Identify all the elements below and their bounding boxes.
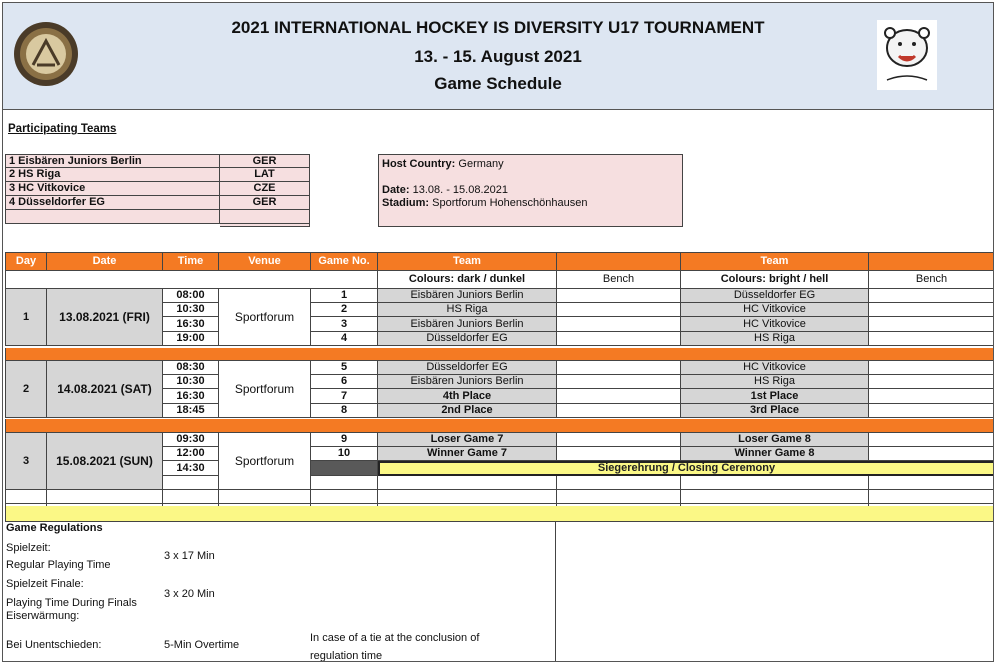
team-1-cell: 2nd Place bbox=[378, 404, 557, 418]
game-number-cell: 6 bbox=[311, 375, 378, 389]
participating-teams-title: Participating Teams bbox=[8, 123, 117, 135]
team-country-cell: LAT bbox=[220, 168, 310, 182]
bench-1-cell bbox=[557, 447, 681, 461]
column-header-team1: Team bbox=[378, 252, 557, 271]
bench-1-header: Bench bbox=[557, 271, 681, 289]
time-cell bbox=[163, 476, 219, 490]
finals-playing-time-label: Playing Time During Finals bbox=[6, 597, 137, 609]
time-cell: 16:30 bbox=[163, 317, 219, 332]
column-header-game: Game No. bbox=[311, 252, 378, 271]
bench-2-cell bbox=[869, 361, 994, 375]
tournament-title: 2021 INTERNATIONAL HOCKEY IS DIVERSITY U17 TOURNAMENT bbox=[231, 18, 765, 37]
time-cell: 10:30 bbox=[163, 303, 219, 317]
team-2-cell: Düsseldorfer EG bbox=[681, 289, 869, 303]
date-label: Date: bbox=[382, 184, 410, 196]
bench-2-cell bbox=[869, 375, 994, 389]
team-name-cell: 3 HC Vitkovice bbox=[5, 182, 220, 196]
bench-2-cell bbox=[869, 447, 994, 461]
schedule-sheet bbox=[2, 2, 994, 662]
game-number-cell: 8 bbox=[311, 404, 378, 418]
day-cell: 1 bbox=[5, 289, 47, 346]
page-header bbox=[3, 3, 993, 110]
date-cell: 13.08.2021 (FRI) bbox=[47, 289, 163, 346]
team-2-cell: Winner Game 8 bbox=[681, 447, 869, 461]
team-1-cell bbox=[378, 476, 557, 490]
team-2-cell: HS Riga bbox=[681, 332, 869, 346]
bench-2-cell bbox=[869, 433, 994, 447]
column-header-venue: Venue bbox=[219, 252, 311, 271]
date-value: 13.08. - 15.08.2021 bbox=[412, 184, 508, 196]
team-name-cell: 2 HS Riga bbox=[5, 168, 220, 182]
team-1-cell: HS Riga bbox=[378, 303, 557, 317]
time-cell: 12:00 bbox=[163, 447, 219, 461]
team-1-cell: Düsseldorfer EG bbox=[378, 361, 557, 375]
bench-2-cell bbox=[869, 476, 994, 490]
team-1-cell: Eisbären Juniors Berlin bbox=[378, 317, 557, 332]
team-country-cell bbox=[220, 210, 310, 224]
empty-cell bbox=[378, 490, 557, 504]
empty-cell bbox=[681, 490, 869, 504]
day-separator bbox=[5, 348, 994, 361]
time-cell: 09:30 bbox=[163, 433, 219, 447]
empty-cell bbox=[219, 490, 311, 504]
column-header-time: Time bbox=[163, 252, 219, 271]
game-number-cell: 7 bbox=[311, 389, 378, 404]
bench-1-cell bbox=[557, 389, 681, 404]
tie-value: 5-Min Overtime bbox=[164, 639, 240, 651]
time-cell: 08:30 bbox=[163, 361, 219, 375]
day-separator bbox=[5, 419, 994, 433]
spielzeit-finale-label: Spielzeit Finale: bbox=[6, 578, 84, 590]
time-cell: 10:30 bbox=[163, 375, 219, 389]
bench-1-cell bbox=[557, 289, 681, 303]
yellow-separator bbox=[5, 506, 994, 522]
regulations-title: Game Regulations bbox=[6, 522, 103, 534]
bench-1-cell bbox=[557, 361, 681, 375]
team-name-cell bbox=[5, 210, 220, 224]
empty-cell bbox=[557, 490, 681, 504]
team-country-cell: GER bbox=[220, 154, 310, 168]
venue-cell: Sportforum bbox=[219, 289, 311, 346]
team-1-cell: Düsseldorfer EG bbox=[378, 332, 557, 346]
day-cell: 3 bbox=[5, 433, 47, 490]
warmup-label: Eiserwärmung: bbox=[6, 610, 80, 622]
bench-1-cell bbox=[557, 317, 681, 332]
team-2-cell: Loser Game 8 bbox=[681, 433, 869, 447]
eisbaeren-juniors-logo-icon bbox=[877, 20, 937, 90]
empty-cell bbox=[5, 490, 47, 504]
tie-note-line-2: regulation time bbox=[310, 650, 383, 662]
bench-1-cell bbox=[557, 303, 681, 317]
stadium-value: Sportforum Hohenschönhausen bbox=[432, 197, 588, 209]
tournament-dates: 13. - 15. August 2021 bbox=[414, 47, 582, 66]
column-header-day: Day bbox=[5, 252, 47, 271]
bench-2-cell bbox=[869, 317, 994, 332]
team-1-cell: Eisbären Juniors Berlin bbox=[378, 375, 557, 389]
time-cell: 08:00 bbox=[163, 289, 219, 303]
game-number-cell bbox=[311, 476, 378, 490]
team-1-cell: 4th Place bbox=[378, 389, 557, 404]
team-2-cell: HC Vitkovice bbox=[681, 317, 869, 332]
game-number-cell: 3 bbox=[311, 317, 378, 332]
bench-1-cell bbox=[557, 433, 681, 447]
team-2-cell: 3rd Place bbox=[681, 404, 869, 418]
game-number-cell: 9 bbox=[311, 433, 378, 447]
bench-2-header: Bench bbox=[869, 271, 994, 289]
team-2-cell: HS Riga bbox=[681, 375, 869, 389]
venue-cell: Sportforum bbox=[219, 361, 311, 418]
venue-cell: Sportforum bbox=[219, 433, 311, 490]
host-label: Host Country: bbox=[382, 158, 456, 170]
empty-cell bbox=[163, 490, 219, 504]
stadium-label: Stadium: bbox=[382, 197, 430, 209]
colours-bright-cell: Colours: bright / hell bbox=[681, 271, 869, 289]
time-cell: 16:30 bbox=[163, 389, 219, 404]
team-country-cell: CZE bbox=[220, 182, 310, 196]
bench-2-cell bbox=[869, 404, 994, 418]
empty-cell bbox=[47, 490, 163, 504]
bench-1-cell bbox=[557, 404, 681, 418]
game-number-cell: 1 bbox=[311, 289, 378, 303]
empty-cell bbox=[311, 490, 378, 504]
game-number-cell: 4 bbox=[311, 332, 378, 346]
tie-note-line-1: In case of a tie at the conclusion of bbox=[310, 632, 480, 644]
bench-2-cell bbox=[869, 289, 994, 303]
game-number-cell: 5 bbox=[311, 361, 378, 375]
column-header-blank bbox=[557, 252, 681, 271]
column-header-date: Date bbox=[47, 252, 163, 271]
team-1-cell: Winner Game 7 bbox=[378, 447, 557, 461]
team-table-footer bbox=[220, 224, 310, 227]
page-subtitle: Game Schedule bbox=[434, 74, 562, 93]
empty-cell bbox=[869, 490, 994, 504]
date-cell: 14.08.2021 (SAT) bbox=[47, 361, 163, 418]
column-header-team2: Team bbox=[681, 252, 869, 271]
host-value: Germany bbox=[458, 158, 504, 170]
time-cell: 19:00 bbox=[163, 332, 219, 346]
day-cell: 2 bbox=[5, 361, 47, 418]
bench-1-cell bbox=[557, 476, 681, 490]
colours-dark-cell: Colours: dark / dunkel bbox=[378, 271, 557, 289]
column-header-blank bbox=[869, 252, 994, 271]
game-number-cell: 10 bbox=[311, 447, 378, 461]
team-2-cell: 1st Place bbox=[681, 389, 869, 404]
time-cell: 18:45 bbox=[163, 404, 219, 418]
team-2-cell: HC Vitkovice bbox=[681, 303, 869, 317]
spielzeit-label: Spielzeit: bbox=[6, 542, 51, 554]
regulations-divider bbox=[555, 522, 556, 662]
bench-2-cell bbox=[869, 332, 994, 346]
tie-label: Bei Unentschieden: bbox=[6, 639, 102, 651]
tournament-info-box bbox=[378, 154, 683, 227]
regular-playing-time-label: Regular Playing Time bbox=[6, 559, 111, 571]
closing-ceremony-cell: Siegerehrung / Closing Ceremony bbox=[378, 461, 994, 476]
team-2-cell: HC Vitkovice bbox=[681, 361, 869, 375]
bench-1-cell bbox=[557, 375, 681, 389]
team-country-cell: GER bbox=[220, 196, 310, 210]
bench-2-cell bbox=[869, 303, 994, 317]
time-cell: 14:30 bbox=[163, 461, 219, 476]
regular-playing-time-value: 3 x 17 Min bbox=[164, 550, 215, 562]
bench-2-cell bbox=[869, 389, 994, 404]
game-number-cell bbox=[311, 461, 378, 476]
colours-row-blank bbox=[5, 271, 378, 289]
finals-playing-time-value: 3 x 20 Min bbox=[164, 588, 215, 600]
team-2-cell bbox=[681, 476, 869, 490]
date-cell: 15.08.2021 (SUN) bbox=[47, 433, 163, 490]
team-name-cell: 1 Eisbären Juniors Berlin bbox=[5, 154, 220, 168]
bench-1-cell bbox=[557, 332, 681, 346]
game-number-cell: 2 bbox=[311, 303, 378, 317]
team-name-cell: 4 Düsseldorfer EG bbox=[5, 196, 220, 210]
team-1-cell: Loser Game 7 bbox=[378, 433, 557, 447]
team-1-cell: Eisbären Juniors Berlin bbox=[378, 289, 557, 303]
